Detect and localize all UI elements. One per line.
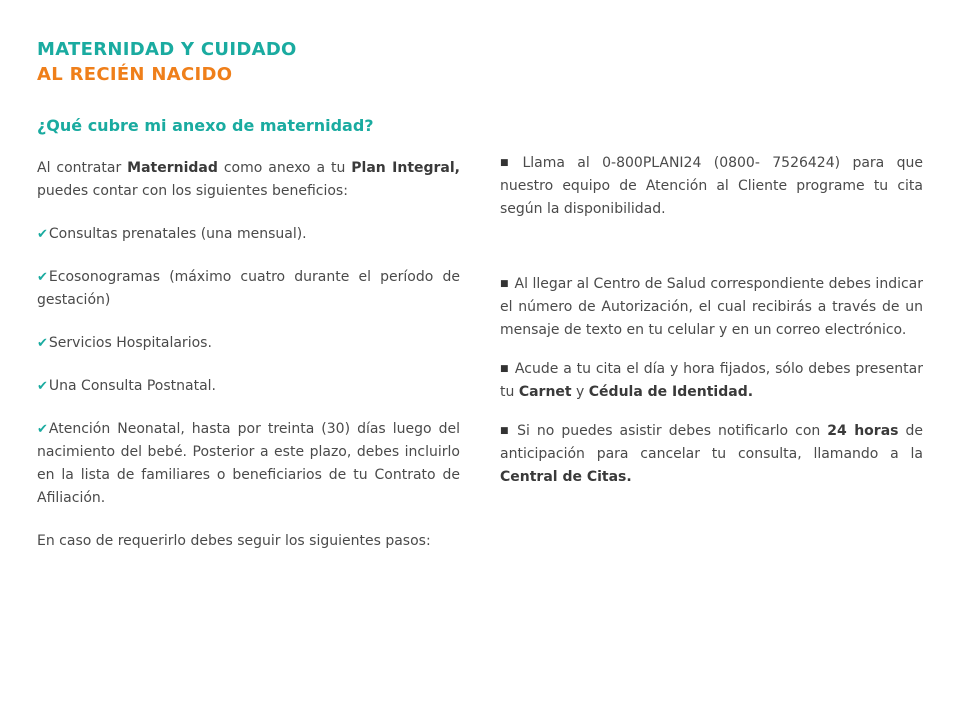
checkmark-icon: ✔ [37, 336, 48, 351]
step-text: Al llegar al Centro de Salud correspondiente debes indicar el número de Autorización, el cual recibirás a través de un mensaje de texto en tu celular y en un correo electrónico. [500, 276, 923, 338]
intro-text-2: como anexo a tu [217, 160, 352, 176]
step-item [500, 152, 923, 221]
checkmark-icon: ✔ [37, 227, 48, 242]
checkmark-icon: ✔ [37, 422, 48, 437]
checkmark-icon: ✔ [37, 270, 48, 285]
step-text: Llama al 0-800PLANI24 (0800- 7526424) para que nuestro equipo de Atención al Cliente programe tu cita según la disponibilidad. [500, 155, 923, 217]
benefit-text: Servicios Hospitalarios. [48, 335, 212, 351]
intro-text-1: Al contratar [37, 160, 128, 176]
square-bullet-icon: ■ [500, 279, 509, 289]
benefit-text: Una Consulta Postnatal. [48, 378, 216, 394]
steps-column [500, 152, 923, 513]
benefit-item [37, 375, 460, 398]
intro-text-3: puedes contar con los siguientes beneficios: [37, 183, 348, 199]
square-bullet-icon: ■ [500, 426, 512, 436]
benefit-text: Consultas prenatales (una mensual). [48, 226, 307, 242]
step-text: y [571, 384, 589, 400]
step-bold-cedula: Cédula de Identidad. [588, 384, 754, 400]
benefit-item [37, 223, 460, 246]
step-item [500, 358, 923, 404]
step-text: de anticipación para cancelar tu consulta, llamando a la [500, 423, 923, 462]
benefit-item [37, 266, 460, 312]
closing-paragraph: En caso de requerirlo debes seguir los siguientes pasos: [37, 533, 431, 549]
benefit-item [37, 418, 460, 510]
title-line-1: MATERNIDAD Y CUIDADO [37, 39, 297, 60]
intro-bold-plan: Plan Integral, [351, 160, 460, 176]
step-bold-carnet: Carnet [518, 384, 572, 400]
square-bullet-icon: ■ [500, 158, 517, 168]
step-item [500, 273, 923, 342]
benefits-column [37, 157, 460, 553]
step-bold-central-citas: Central de Citas. [500, 469, 632, 485]
benefit-text: Ecosonogramas (máximo cuatro durante el período de gestación) [37, 269, 460, 308]
step-bold-24-horas: 24 horas [827, 423, 899, 439]
checkmark-icon: ✔ [37, 379, 48, 394]
step-text: Acude a tu cita el día y hora fijados, sólo debes presentar tu [500, 361, 923, 400]
step-text: Si no puedes asistir debes notificarlo con [517, 423, 828, 439]
step-item [500, 420, 923, 489]
title-line-2: AL RECIÉN NACIDO [37, 64, 233, 85]
section-subtitle: ¿Qué cubre mi anexo de maternidad? [37, 116, 374, 135]
intro-paragraph [37, 157, 460, 203]
square-bullet-icon: ■ [500, 364, 509, 374]
benefit-text: Atención Neonatal, hasta por treinta (30) días luego del nacimiento del bebé. Posterior a este plazo, debes incluirlo en la lista de familiares o beneficiarios de tu Contrato de Afiliación. [37, 421, 460, 506]
intro-bold-maternidad: Maternidad [127, 160, 218, 176]
benefit-item [37, 332, 460, 355]
